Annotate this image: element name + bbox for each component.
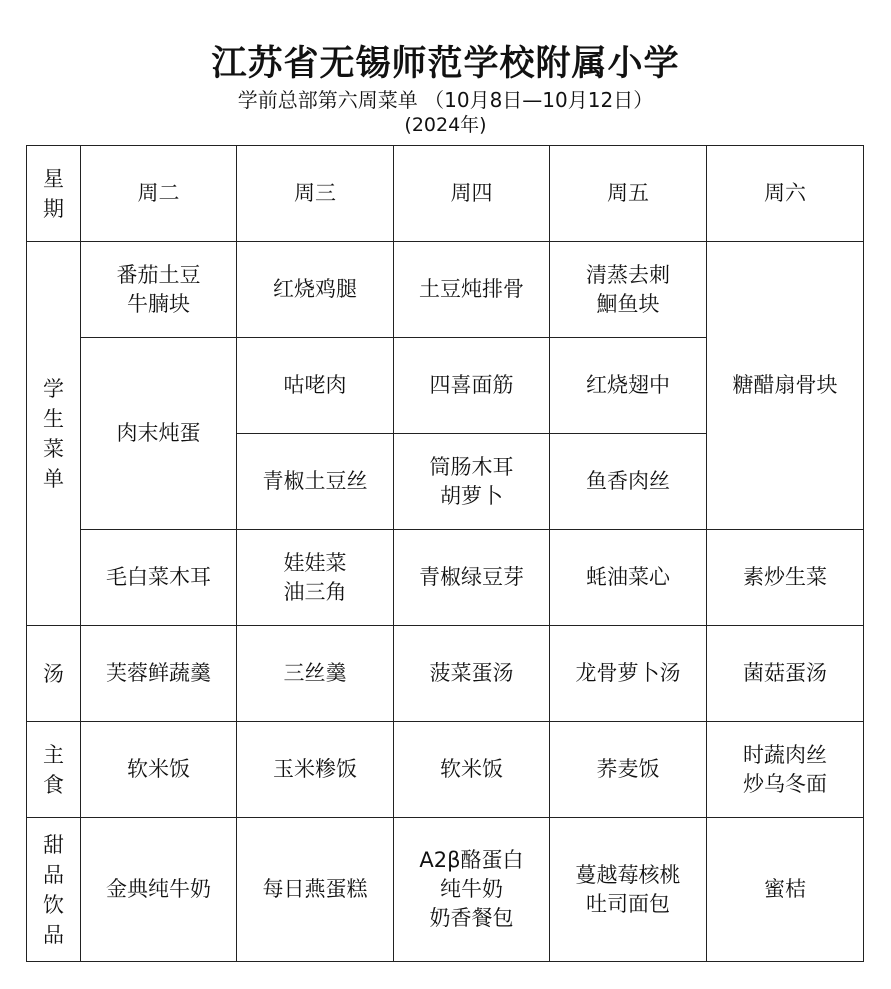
menu-cell: 软米饭 — [394, 722, 550, 818]
staple-row — [27, 722, 864, 818]
menu-subtitle: 学前总部第六周菜单 （10月8日—10月12日） — [237, 88, 654, 112]
section-soup: 汤 — [27, 626, 81, 722]
menu-cell: 咕咾肉 — [237, 338, 394, 434]
day-thursday: 周四 — [394, 146, 550, 242]
menu-cell: 娃娃菜 油三角 — [237, 530, 394, 626]
menu-cell: 蚝油菜心 — [550, 530, 707, 626]
menu-cell: 青椒绿豆芽 — [394, 530, 550, 626]
menu-year: (2024年) — [404, 114, 487, 136]
corner-cell: 星期 — [27, 146, 81, 242]
dessert-row — [27, 818, 864, 962]
menu-cell: 三丝羹 — [237, 626, 394, 722]
day-wednesday: 周三 — [237, 146, 394, 242]
menu-cell: 糖醋扇骨块 — [707, 242, 864, 530]
menu-cell: 菌菇蛋汤 — [707, 626, 864, 722]
menu-cell: 菠菜蛋汤 — [394, 626, 550, 722]
header-row — [27, 146, 864, 242]
menu-cell: 鱼香肉丝 — [550, 434, 707, 530]
menu-cell: 芙蓉鲜蔬羹 — [81, 626, 237, 722]
menu-cell: 土豆炖排骨 — [394, 242, 550, 338]
menu-cell: 龙骨萝卜汤 — [550, 626, 707, 722]
menu-cell: 番茄土豆 牛腩块 — [81, 242, 237, 338]
menu-cell: 时蔬肉丝 炒乌冬面 — [707, 722, 864, 818]
day-tuesday: 周二 — [81, 146, 237, 242]
menu-cell: 清蒸去刺 鮰鱼块 — [550, 242, 707, 338]
menu-cell: 筒肠木耳 胡萝卜 — [394, 434, 550, 530]
menu-cell: 每日燕蛋糕 — [237, 818, 394, 962]
section-dessert: 甜品饮品 — [27, 818, 81, 962]
day-saturday: 周六 — [707, 146, 864, 242]
menu-cell: 毛白菜木耳 — [81, 530, 237, 626]
menu-cell: 金典纯牛奶 — [81, 818, 237, 962]
page-title: 江苏省无锡师范学校附属小学 — [211, 44, 680, 84]
menu-cell: 蜜桔 — [707, 818, 864, 962]
menu-cell: 青椒土豆丝 — [237, 434, 394, 530]
menu-cell: 肉末炖蛋 — [81, 338, 237, 530]
menu-cell: 蔓越莓核桃 吐司面包 — [550, 818, 707, 962]
menu-cell: 红烧鸡腿 — [237, 242, 394, 338]
menu-cell: 玉米糁饭 — [237, 722, 394, 818]
menu-cell: 荞麦饭 — [550, 722, 707, 818]
menu-cell: A2β酪蛋白 纯牛奶 奶香餐包 — [394, 818, 550, 962]
menu-cell: 四喜面筋 — [394, 338, 550, 434]
menu-cell: 红烧翅中 — [550, 338, 707, 434]
day-friday: 周五 — [550, 146, 707, 242]
menu-cell: 素炒生菜 — [707, 530, 864, 626]
student-menu-row-4 — [27, 530, 864, 626]
menu-cell: 软米饭 — [81, 722, 237, 818]
section-student-menu: 学生菜单 — [27, 242, 81, 626]
student-menu-row-1 — [27, 242, 864, 338]
section-staple: 主食 — [27, 722, 81, 818]
menu-table — [26, 145, 864, 962]
soup-row — [27, 626, 864, 722]
